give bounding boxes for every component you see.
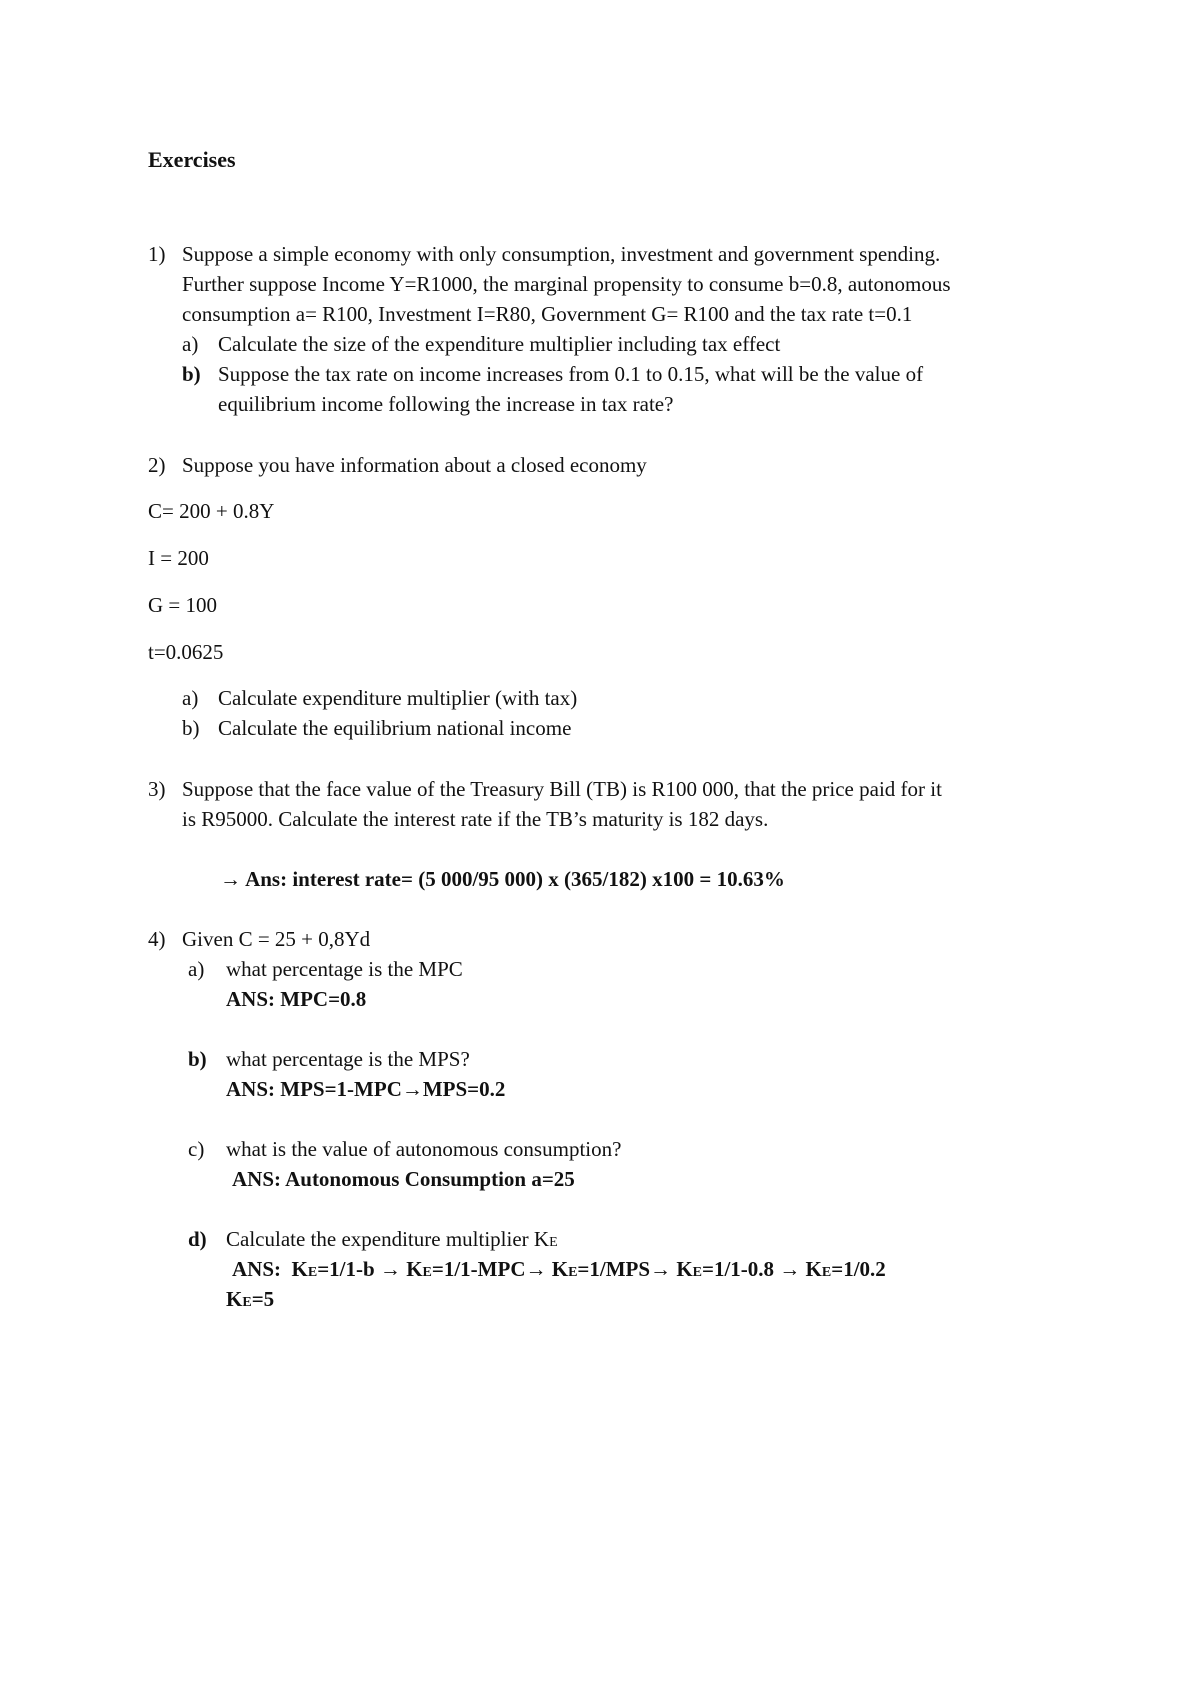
q4-number: 4) <box>148 927 166 951</box>
q4-d-text-subscript: E <box>549 1235 558 1250</box>
q3-line-1: Suppose that the face value of the Treasury Bill (TB) is R100 000, that the price paid for it <box>182 777 942 801</box>
q4-a-label: a) <box>188 957 205 981</box>
step-text: =1/0.2 <box>831 1257 886 1281</box>
q4-text: Given C = 25 + 0,8Yd <box>182 927 371 951</box>
q4-d-step-4 <box>676 1257 805 1281</box>
q2-a-text: Calculate expenditure multiplier (with tax) <box>218 686 578 710</box>
step-text: =1/1-MPC→ <box>431 1257 552 1281</box>
q1-line-3: consumption a= R100, Investment I=R80, Government G= R100 and the tax rate t=0.1 <box>182 302 913 326</box>
q4-c-text: what is the value of autonomous consumption? <box>226 1137 622 1161</box>
q1-b-text-2: equilibrium income following the increase in tax rate? <box>218 392 674 416</box>
k-symbol: K <box>291 1257 308 1281</box>
k-symbol: K <box>226 1287 243 1311</box>
q2-eq-c: C= 200 + 0.8Y <box>148 499 275 523</box>
q4-a-text: what percentage is the MPC <box>226 957 463 981</box>
k-symbol: K <box>406 1257 423 1281</box>
k-subscript: E <box>422 1265 432 1280</box>
q4-b-label: b) <box>188 1047 207 1071</box>
k-symbol: K <box>805 1257 822 1281</box>
step-text: =1/1-b → <box>317 1257 407 1281</box>
q1-number: 1) <box>148 242 166 266</box>
q4-d-answer <box>232 1255 886 1287</box>
q4-d-step-1 <box>292 1257 407 1281</box>
q4-d-step-2 <box>406 1257 552 1281</box>
q2-b-text: Calculate the equilibrium national income <box>218 716 572 740</box>
q4-d-step-5 <box>806 1257 886 1281</box>
q2-eq-t: t=0.0625 <box>148 640 224 664</box>
k-subscript: E <box>821 1265 832 1280</box>
final-text: =5 <box>251 1287 275 1311</box>
q4-d-label: d) <box>188 1227 207 1251</box>
q4-b-answer: ANS: MPS=1-MPC→MPS=0.2 <box>226 1077 506 1101</box>
q1-b-text-1: Suppose the tax rate on income increases from 0.1 to 0.15, what will be the value of <box>218 362 924 386</box>
q4-c-label: c) <box>188 1137 205 1161</box>
k-subscript: E <box>307 1265 318 1280</box>
k-subscript: E <box>242 1295 252 1310</box>
q2-a-label: a) <box>182 686 199 710</box>
q2-eq-i: I = 200 <box>148 546 209 570</box>
k-symbol: K <box>551 1257 569 1281</box>
q1-b-label: b) <box>182 362 201 386</box>
q4-d-final <box>226 1285 274 1317</box>
q3-answer: → Ans: interest rate= (5 000/95 000) x (365/182) x100 = 10.63% <box>220 867 785 891</box>
q2-text: Suppose you have information about a closed economy <box>182 453 647 477</box>
q4-b-text: what percentage is the MPS? <box>226 1047 470 1071</box>
q2-eq-g: G = 100 <box>148 593 218 617</box>
k-subscript: E <box>568 1265 578 1280</box>
k-symbol: K <box>676 1257 693 1281</box>
q1-a-text: Calculate the size of the expenditure multiplier including tax effect <box>218 332 781 356</box>
q4-d-text <box>226 1225 558 1257</box>
q3-line-2: is R95000. Calculate the interest rate if the TB’s maturity is 182 days. <box>182 807 769 831</box>
q1-line-1: Suppose a simple economy with only consumption, investment and government spending. <box>182 242 941 266</box>
step-text: =1/MPS→ <box>577 1257 677 1281</box>
q4-c-answer: ANS: Autonomous Consumption a=25 <box>232 1167 575 1191</box>
q3-number: 3) <box>148 777 166 801</box>
q2-b-label: b) <box>182 716 200 740</box>
k-subscript: E <box>692 1265 702 1280</box>
q2-number: 2) <box>148 453 166 477</box>
page-title: Exercises <box>148 147 236 172</box>
q4-d-step-3 <box>552 1257 677 1281</box>
step-text: =1/1-0.8 → <box>702 1257 806 1281</box>
q4-d-answer-prefix: ANS: <box>232 1257 282 1281</box>
q4-d-text-main: Calculate the expenditure multiplier K <box>226 1227 550 1251</box>
q4-a-answer: ANS: MPC=0.8 <box>226 987 367 1011</box>
q1-line-2: Further suppose Income Y=R1000, the marginal propensity to consume b=0.8, autonomous <box>182 272 951 296</box>
q1-a-label: a) <box>182 332 199 356</box>
